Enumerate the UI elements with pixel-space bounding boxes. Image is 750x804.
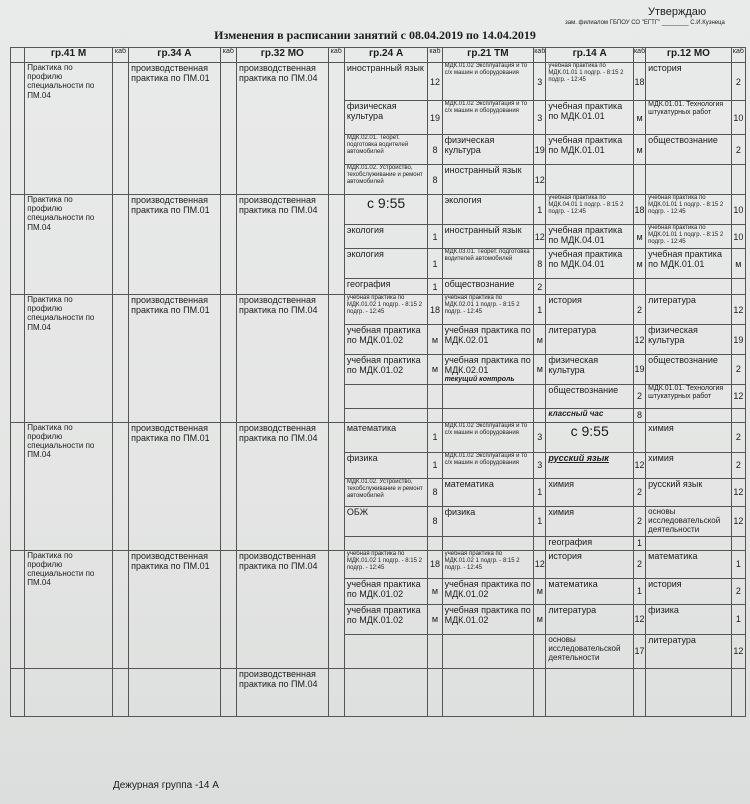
table-cell: с 9:55 <box>344 195 427 225</box>
room-number: 1 <box>731 550 745 578</box>
room-number: м <box>534 355 546 385</box>
group-header: гр.34 А <box>129 48 221 63</box>
room-header: каб <box>731 48 745 63</box>
room-number: м <box>633 101 645 135</box>
table-cell: математика <box>442 478 534 506</box>
table-cell: литература <box>546 604 634 634</box>
table-cell <box>112 550 128 668</box>
corner-cell <box>11 48 25 63</box>
table-cell <box>112 422 128 550</box>
table-cell: Практика по профилю специальности по ПМ.04 <box>25 295 113 423</box>
room-number: 19 <box>428 101 442 135</box>
room-number: 1 <box>633 578 645 604</box>
table-cell: учебная практика по МДК.01.02 1 подгр. - 8:15 2 подгр. - 12:45 <box>344 550 427 578</box>
table-cell <box>220 195 236 295</box>
table-row <box>11 295 746 325</box>
table-cell <box>534 384 546 408</box>
table-cell <box>220 295 236 423</box>
table-cell <box>546 279 634 295</box>
table-cell <box>328 195 344 295</box>
room-number: м <box>633 249 645 279</box>
table-cell: география <box>546 536 634 550</box>
room-number: 1 <box>534 295 546 325</box>
table-cell <box>633 279 645 295</box>
room-number: 8 <box>534 249 546 279</box>
duty-group-note: Дежурная группа -14 А <box>113 780 219 791</box>
table-cell: учебная практика по МДК.01.02 1 подгр. - 8:15 2 подгр. - 12:45 <box>442 550 534 578</box>
table-cell: производственная практика по ПМ.04 <box>236 295 328 423</box>
table-cell: обществознание <box>646 355 732 385</box>
room-number: 17 <box>633 634 645 668</box>
table-cell: Практика по профилю специальности по ПМ.04 <box>25 195 113 295</box>
table-cell: история <box>546 295 634 325</box>
table-cell <box>328 295 344 423</box>
table-cell: история <box>646 63 732 101</box>
table-cell: МДК.01.02. Устройство, техобслуживание и ремонт автомобилей <box>344 478 427 506</box>
table-cell <box>731 408 745 422</box>
room-number: 8 <box>633 408 645 422</box>
room-number: 2 <box>534 279 546 295</box>
room-number: 12 <box>731 384 745 408</box>
room-number <box>633 422 645 452</box>
table-cell <box>344 536 427 550</box>
room-header: каб <box>328 48 344 63</box>
room-number: 1 <box>428 452 442 478</box>
table-cell <box>428 536 442 550</box>
table-cell: классный час <box>546 408 634 422</box>
table-cell: учебная практика по МДК.01.01 <box>546 101 634 135</box>
table-cell: производственная практика по ПМ.01 <box>129 550 221 668</box>
room-number: 12 <box>428 63 442 101</box>
room-number: 1 <box>428 249 442 279</box>
schedule-table <box>10 47 746 717</box>
room-number: 12 <box>534 165 546 195</box>
room-header: каб <box>633 48 645 63</box>
group-header: гр.41 М <box>25 48 113 63</box>
table-cell: МДК.01.02 Эксплуатация и то с/х машин и оборудования <box>442 63 534 101</box>
table-cell <box>428 634 442 668</box>
table-cell <box>328 422 344 550</box>
table-cell <box>220 668 236 716</box>
table-cell: МДК.01.02 Эксплуатация и то с/х машин и оборудования <box>442 452 534 478</box>
room-number: 1 <box>534 506 546 536</box>
table-cell <box>220 422 236 550</box>
table-cell <box>442 384 534 408</box>
table-cell: ОБЖ <box>344 506 427 536</box>
table-cell: физика <box>344 452 427 478</box>
table-cell: учебная практика по МДК.02.01 1 подгр. - 8:15 2 подгр. - 12:45 <box>442 295 534 325</box>
table-cell: учебная практика по МДК.04.01 1 подгр. - 8:15 2 подгр. - 12:45 <box>546 195 634 225</box>
table-cell <box>731 668 745 716</box>
table-cell <box>646 668 732 716</box>
table-cell: МДК.01.02 Эксплуатация и то с/х машин и оборудования <box>442 422 534 452</box>
table-cell <box>646 279 732 295</box>
table-cell <box>220 550 236 668</box>
table-cell <box>731 536 745 550</box>
table-cell <box>344 408 427 422</box>
room-number: 18 <box>633 63 645 101</box>
table-cell: производственная практика по ПМ.01 <box>129 63 221 195</box>
table-cell: производственная практика по ПМ.04 <box>236 63 328 195</box>
room-number: 12 <box>731 506 745 536</box>
table-cell: обществознание <box>646 135 732 165</box>
table-cell: химия <box>646 452 732 478</box>
room-number: 8 <box>428 135 442 165</box>
room-number: 10 <box>731 225 745 249</box>
room-number: 2 <box>633 550 645 578</box>
table-row <box>11 63 746 101</box>
table-cell <box>428 668 442 716</box>
table-cell <box>112 295 128 423</box>
room-number: 18 <box>428 550 442 578</box>
table-cell <box>328 668 344 716</box>
room-number: м <box>534 325 546 355</box>
approval-label: Утверждаю <box>648 6 707 18</box>
table-cell <box>442 634 534 668</box>
room-number: 18 <box>633 195 645 225</box>
room-number: 2 <box>731 355 745 385</box>
room-header: каб <box>428 48 442 63</box>
room-number: 3 <box>534 63 546 101</box>
room-number: 10 <box>731 101 745 135</box>
day-label <box>11 550 25 668</box>
table-cell: учебная практика по МДК.01.01 <box>546 135 634 165</box>
room-number: 8 <box>428 165 442 195</box>
room-number: 3 <box>534 422 546 452</box>
table-cell: физика <box>442 506 534 536</box>
room-number: 12 <box>633 325 645 355</box>
room-number: 2 <box>633 506 645 536</box>
table-cell <box>112 668 128 716</box>
room-number: м <box>428 325 442 355</box>
table-cell: Практика по профилю специальности по ПМ.04 <box>25 550 113 668</box>
table-cell <box>534 634 546 668</box>
room-number: 1 <box>534 478 546 506</box>
day-label <box>11 295 25 423</box>
table-cell: математика <box>646 550 732 578</box>
room-number: 8 <box>428 506 442 536</box>
room-number: 1 <box>731 604 745 634</box>
table-row <box>11 195 746 225</box>
table-cell: МДК.01.01. Технология штукатурных работ <box>646 101 732 135</box>
table-cell <box>731 165 745 195</box>
approval-signature-line: зам. филиалом ГБПОУ СО "ЕГТГ" ________ С.И.Кузнеца <box>565 20 725 26</box>
table-cell: иностранный язык <box>344 63 427 101</box>
room-number: 3 <box>534 452 546 478</box>
table-cell: учебная практика по МДК.01.02 <box>344 325 427 355</box>
room-number: 19 <box>534 135 546 165</box>
table-cell <box>328 550 344 668</box>
room-header: каб <box>534 48 546 63</box>
table-cell: с 9:55 <box>546 422 634 452</box>
day-label <box>11 422 25 550</box>
room-number: 12 <box>534 225 546 249</box>
room-number: 12 <box>534 550 546 578</box>
table-cell <box>112 63 128 195</box>
table-cell: производственная практика по ПМ.01 <box>129 195 221 295</box>
table-cell: производственная практика по ПМ.01 <box>129 422 221 550</box>
table-cell <box>633 668 645 716</box>
table-cell: обществознание <box>442 279 534 295</box>
table-cell: учебная практика по МДК.01.01 1 подгр. - 8:15 2 подгр. - 12:45 <box>646 195 732 225</box>
table-cell <box>428 384 442 408</box>
table-cell: иностранный язык <box>442 225 534 249</box>
table-cell: МДК.01.02 Эксплуатация и то с/х машин и оборудования <box>442 101 534 135</box>
table-cell <box>344 668 427 716</box>
day-label <box>11 63 25 195</box>
room-number: 1 <box>428 279 442 295</box>
group-header: гр.24 А <box>344 48 427 63</box>
table-cell <box>25 668 113 716</box>
room-number: м <box>633 135 645 165</box>
room-number <box>428 195 442 225</box>
table-cell <box>428 408 442 422</box>
table-cell: Практика по профилю специальности по ПМ.04 <box>25 63 113 195</box>
table-cell: физическая культура <box>442 135 534 165</box>
table-cell: учебная практика по МДК.02.01 текущий контроль <box>442 355 534 385</box>
table-cell: химия <box>546 478 634 506</box>
table-cell <box>328 63 344 195</box>
room-number: 2 <box>633 295 645 325</box>
table-cell: литература <box>546 325 634 355</box>
table-cell: экология <box>344 225 427 249</box>
table-cell: производственная практика по ПМ.04 <box>236 422 328 550</box>
room-number: 2 <box>731 63 745 101</box>
table-cell: учебная практика по МДК.01.02 <box>344 604 427 634</box>
room-number: 12 <box>731 634 745 668</box>
table-cell <box>546 668 634 716</box>
table-cell: Практика по профилю специальности по ПМ.04 <box>25 422 113 550</box>
header-row <box>11 48 746 63</box>
table-row <box>11 422 746 452</box>
table-cell <box>534 536 546 550</box>
table-cell <box>442 408 534 422</box>
page-title: Изменения в расписании занятий с 08.04.2019 по 14.04.2019 <box>214 28 536 42</box>
group-header: гр.21 ТМ <box>442 48 534 63</box>
table-cell: учебная практика по МДК.01.01 1 подгр. - 8:15 2 подгр. - 12:45 <box>646 225 732 249</box>
day-label <box>11 195 25 295</box>
group-header: гр.12 МО <box>646 48 732 63</box>
room-number: 12 <box>731 295 745 325</box>
table-cell <box>646 408 732 422</box>
table-cell: МДК.01.02. Устройство, техобслуживание и ремонт автомобилей <box>344 165 427 195</box>
room-number: 12 <box>731 478 745 506</box>
table-cell: физическая культура <box>546 355 634 385</box>
room-number: 2 <box>731 422 745 452</box>
table-cell: экология <box>344 249 427 279</box>
table-cell: МДК.02.01. Теорет. подготовка водителей автомобилей <box>344 135 427 165</box>
table-cell: химия <box>546 506 634 536</box>
room-number: 1 <box>534 195 546 225</box>
table-cell: учебная практика по МДК.01.02 <box>442 578 534 604</box>
group-header: гр.32 МО <box>236 48 328 63</box>
table-cell: физическая культура <box>344 101 427 135</box>
table-cell: физическая культура <box>646 325 732 355</box>
table-cell: учебная практика по МДК.01.01 1 подгр. - 8:15 2 подгр. - 12:45 <box>546 63 634 101</box>
table-cell: учебная практика по МДК.01.02 1 подгр. - 8:15 2 подгр. - 12:45 <box>344 295 427 325</box>
room-number: 2 <box>731 578 745 604</box>
room-number: 2 <box>731 452 745 478</box>
room-number: 12 <box>633 604 645 634</box>
room-number: 19 <box>731 325 745 355</box>
table-cell: учебная практика по МДК.02.01 <box>442 325 534 355</box>
room-number: м <box>534 578 546 604</box>
table-cell <box>534 408 546 422</box>
room-number: м <box>428 355 442 385</box>
table-cell: литература <box>646 295 732 325</box>
table-cell <box>546 165 634 195</box>
room-number: 3 <box>534 101 546 135</box>
room-number: 2 <box>633 478 645 506</box>
table-cell: учебная практика по МДК.04.01 <box>546 225 634 249</box>
table-cell: производственная практика по ПМ.04 <box>236 550 328 668</box>
table-cell: производственная практика по ПМ.04 <box>236 195 328 295</box>
table-cell: русский язык <box>546 452 634 478</box>
table-cell <box>344 384 427 408</box>
room-header: каб <box>220 48 236 63</box>
table-cell: учебная практика по МДК.04.01 <box>546 249 634 279</box>
table-cell <box>731 279 745 295</box>
table-cell: основы исследовательской деятельности <box>646 506 732 536</box>
room-number: м <box>534 604 546 634</box>
room-number: м <box>428 578 442 604</box>
room-number: 2 <box>633 384 645 408</box>
table-cell <box>633 165 645 195</box>
table-cell <box>534 668 546 716</box>
table-cell: иностранный язык <box>442 165 534 195</box>
table-cell: математика <box>546 578 634 604</box>
room-number: 18 <box>428 295 442 325</box>
table-cell: учебная практика по МДК.01.02 <box>344 578 427 604</box>
room-header: каб <box>112 48 128 63</box>
table-cell: учебная практика по МДК.01.02 <box>344 355 427 385</box>
day-label <box>11 668 25 716</box>
room-number: 8 <box>428 478 442 506</box>
table-cell <box>344 634 427 668</box>
table-row <box>11 550 746 578</box>
table-cell <box>129 668 221 716</box>
room-number: 1 <box>633 536 645 550</box>
table-cell: физика <box>646 604 732 634</box>
room-number: м <box>731 249 745 279</box>
table-cell: химия <box>646 422 732 452</box>
table-cell <box>112 195 128 295</box>
table-cell: производственная практика по ПМ.01 <box>129 295 221 423</box>
table-row <box>11 668 746 716</box>
table-cell: история <box>546 550 634 578</box>
table-cell: МДК.03.01. Теорет. подготовка водителей автомобилей <box>442 249 534 279</box>
room-number: 12 <box>633 452 645 478</box>
room-number: 19 <box>633 355 645 385</box>
room-number: м <box>428 604 442 634</box>
table-cell <box>442 536 534 550</box>
table-cell: история <box>646 578 732 604</box>
room-number: 1 <box>428 422 442 452</box>
table-cell: основы исследовательской деятельности <box>546 634 634 668</box>
table-cell: экология <box>442 195 534 225</box>
room-number: 2 <box>731 135 745 165</box>
table-cell <box>442 668 534 716</box>
table-cell: учебная практика по МДК.01.02 <box>442 604 534 634</box>
table-cell: учебная практика по МДК.01.01 <box>646 249 732 279</box>
table-cell <box>646 536 732 550</box>
table-cell: русский язык <box>646 478 732 506</box>
table-cell: литература <box>646 634 732 668</box>
room-number: 10 <box>731 195 745 225</box>
table-cell: производственная практика по ПМ.04 <box>236 668 328 716</box>
table-cell: математика <box>344 422 427 452</box>
table-cell: МДК.01.01. Технология штукатурных работ <box>646 384 732 408</box>
table-cell: география <box>344 279 427 295</box>
room-number: 1 <box>428 225 442 249</box>
group-header: гр.14 А <box>546 48 634 63</box>
table-cell: обществознание <box>546 384 634 408</box>
table-cell <box>220 63 236 195</box>
room-number: м <box>633 225 645 249</box>
table-cell <box>646 165 732 195</box>
